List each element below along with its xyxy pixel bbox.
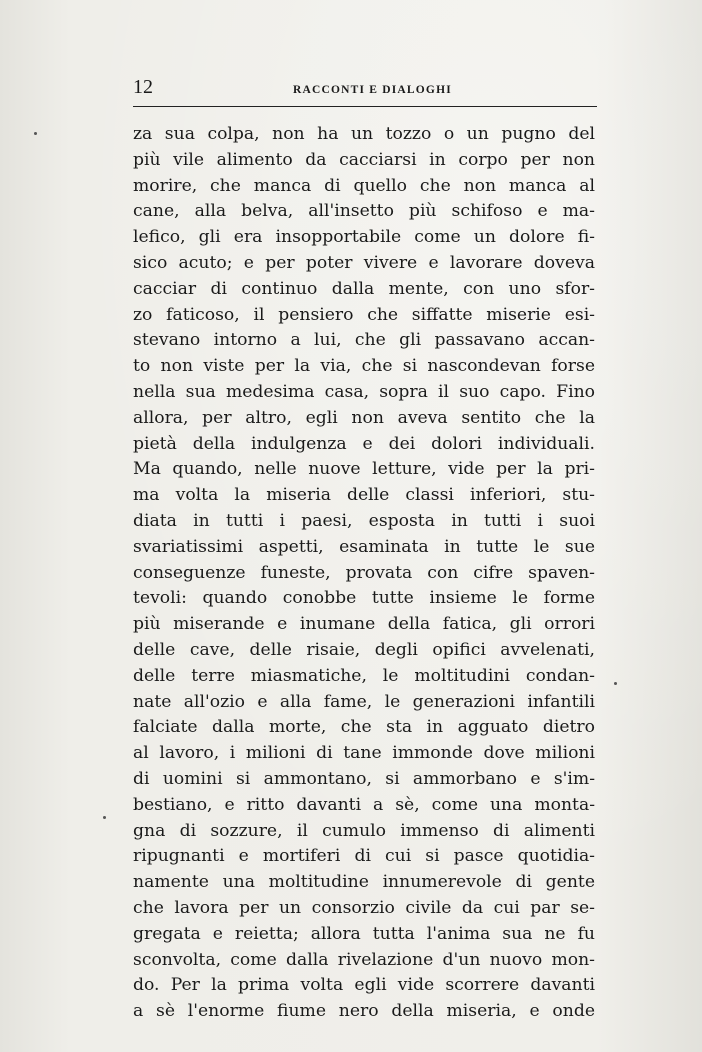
text-line: nella sua medesima casa, sopra il suo capo. Fino — [133, 381, 595, 402]
text-line: Ma quando, nelle nuove letture, vide per la pri- — [133, 459, 595, 480]
text-line: più miserande e inumane della fatica, gli orrori — [133, 614, 595, 635]
text-line: più vile alimento da cacciarsi in corpo per non — [133, 149, 595, 170]
text-line: al lavoro, i milioni di tane immonde dove milioni — [133, 743, 595, 764]
body-text — [133, 122, 595, 1025]
text-line: to non viste per la via, che si nascondevan forse — [133, 356, 595, 377]
text-line: za sua colpa, non ha un tozzo o un pugno del — [133, 124, 595, 144]
text-line: pietà della indulgenza e dei dolori individuali. — [133, 433, 595, 454]
text-line: a sè l'enorme fiume nero della miseria, e onde — [133, 1001, 595, 1022]
text-line: falciate dalla morte, che sta in agguato dietro — [133, 717, 595, 738]
text-line: cacciar di continuo dalla mente, con uno sfor- — [133, 278, 595, 299]
text-line: morire, che manca di quello che non manca al — [133, 175, 595, 196]
paper-speck — [614, 682, 617, 685]
text-line: namente una moltitudine innumerevole di gente — [133, 872, 595, 893]
text-line: allora, per altro, egli non aveva sentito che la — [133, 407, 595, 428]
text-line: delle terre miasmatiche, le moltitudini condan- — [133, 665, 595, 686]
text-line: do. Per la prima volta egli vide scorrere davanti — [133, 975, 595, 996]
text-line: delle cave, delle risaie, degli opifici avvelenati, — [133, 639, 595, 660]
text-line: sconvolta, come dalla rivelazione d'un nuovo mon- — [133, 949, 595, 970]
paper-speck — [34, 132, 37, 135]
text-line: stevano intorno a lui, che gli passavano accan- — [133, 330, 595, 351]
text-line: che lavora per un consorzio civile da cui par se- — [133, 897, 595, 918]
page-number: 12 — [133, 76, 153, 98]
text-line: zo faticoso, il pensiero che siffatte miserie esi- — [133, 304, 595, 325]
text-line: di uomini si ammontano, si ammorbano e s'im- — [133, 768, 595, 789]
text-line: tevoli: quando conobbe tutte insieme le forme — [133, 588, 595, 609]
text-line: svariatissimi aspetti, esaminata in tutte le sue — [133, 536, 595, 557]
text-line: conseguenze funeste, provata con cifre spaven- — [133, 562, 595, 583]
text-line: lefico, gli era insopportabile come un dolore fi- — [133, 227, 595, 248]
text-line: bestiano, e ritto davanti a sè, come una monta- — [133, 794, 595, 815]
text-line: cane, alla belva, all'insetto più schifoso e ma- — [133, 201, 595, 222]
text-line: ripugnanti e mortiferi di cui si pasce quotidia- — [133, 846, 595, 867]
paper-speck — [103, 816, 106, 819]
running-title: RACCONTI E DIALOGHI — [293, 84, 452, 96]
text-line: gna di sozzure, il cumulo immenso di alimenti — [133, 820, 595, 841]
header-rule — [133, 106, 597, 107]
text-line: gregata e reietta; allora tutta l'anima sua ne fu — [133, 923, 595, 944]
text-line: sico acuto; e per poter vivere e lavorare doveva — [133, 252, 595, 273]
page-header — [133, 76, 598, 100]
text-line: nate all'ozio e alla fame, le generazioni infantili — [133, 691, 595, 712]
text-line: diata in tutti i paesi, esposta in tutti i suoi — [133, 510, 595, 531]
text-line: ma volta la miseria delle classi inferiori, stu- — [133, 485, 595, 506]
